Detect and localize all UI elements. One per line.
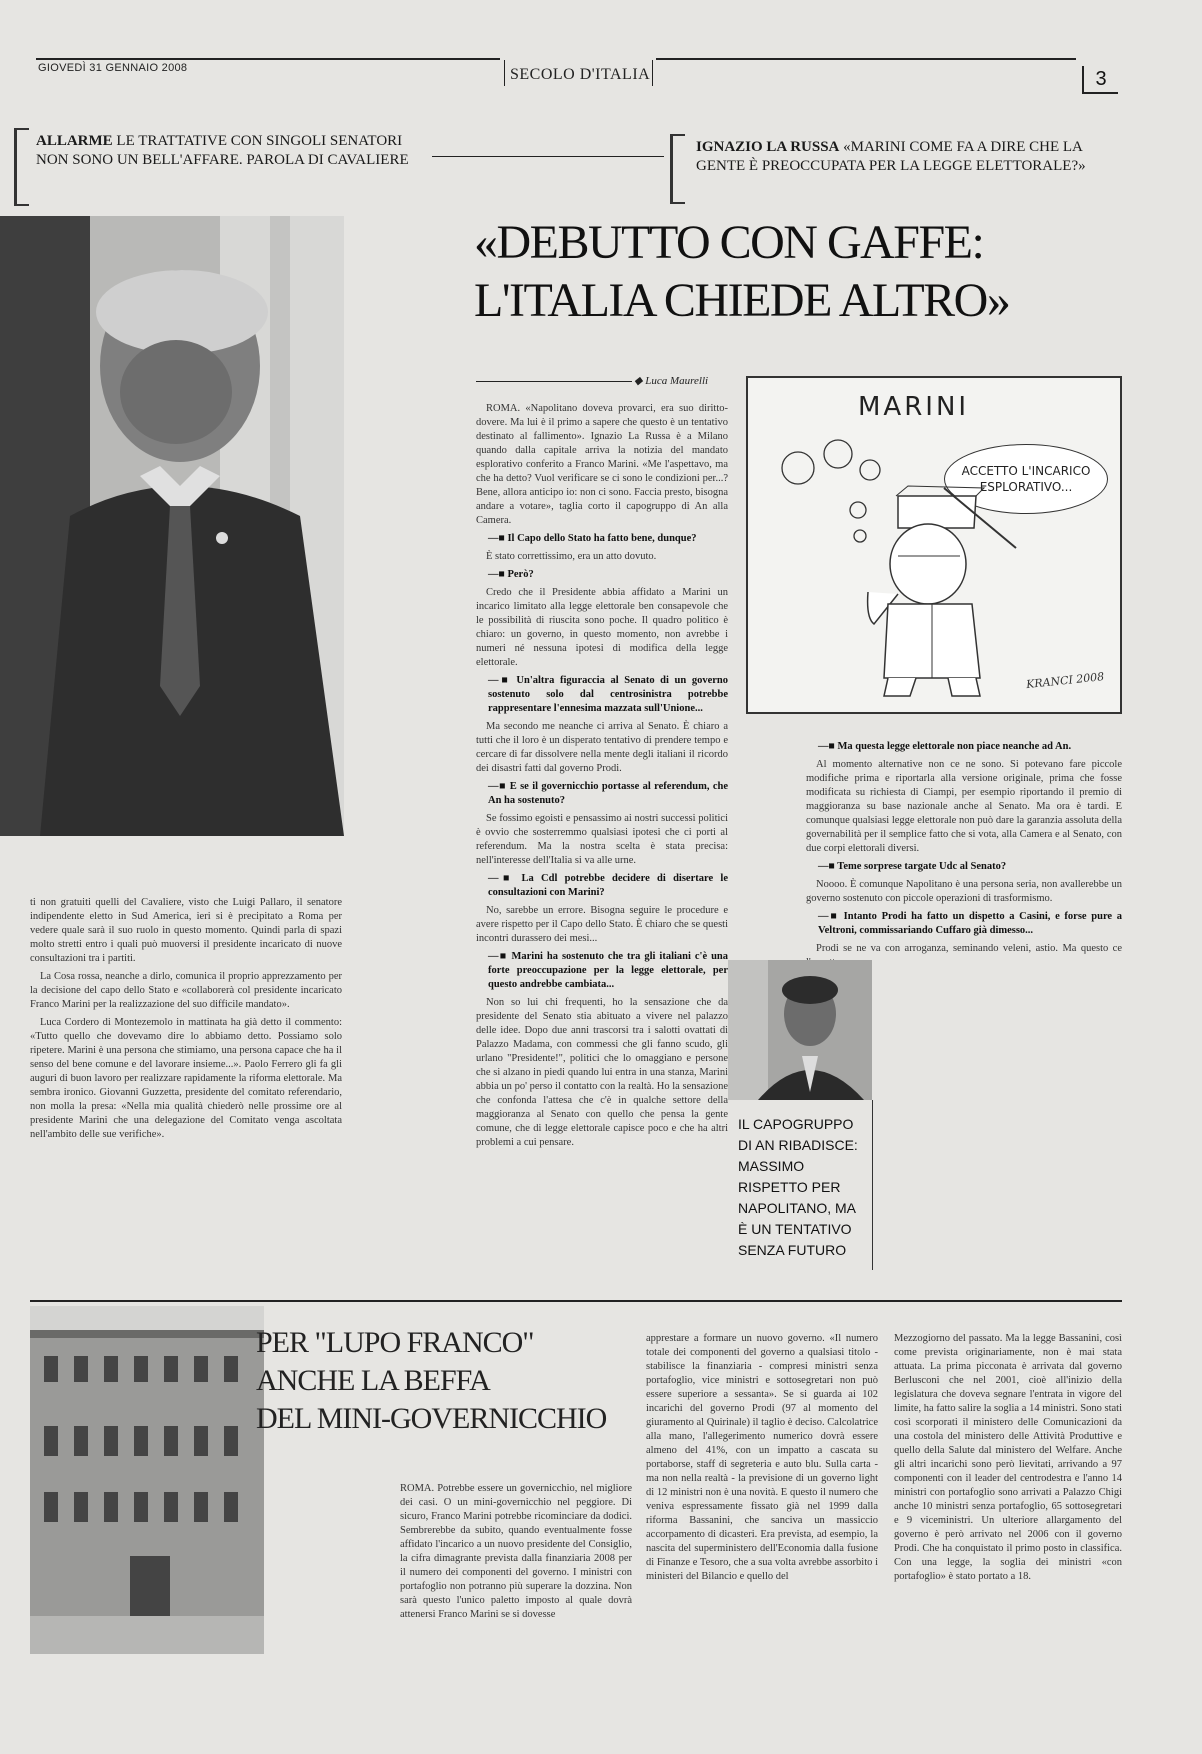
interview-question: —■ Intanto Prodi ha fatto un dispetto a Casini, e forse pure a Veltroni, commissariando Cuffaro già dimesso... [806,910,1122,938]
masthead: SECOLO D'ITALIA [510,66,651,83]
bottom-headline-line2: ANCHE LA BEFFA [256,1364,490,1397]
bottom-article-column-3 [894,1332,1122,1696]
section-divider [30,1300,1122,1302]
cartoon-drawing [748,378,1120,712]
byline: ◆ Luca Maurelli [634,375,709,387]
palazzo-illustration [30,1306,264,1654]
interview-answer: Se fossimo egoisti e pensassimo ai nostri successi politici è ovvio che sosterremmo qualsiasi ipotesi che ci porti al referendum. Ma la nostra scelta è stata precisa: nell'interesse dell'Italia si va alle urne. [476,813,728,866]
main-headline-line2: L'ITALIA CHIEDE ALTRO» [474,274,1010,327]
article-intro: ROMA. «Napolitano doveva provarci, era suo diritto-dovere. Ma lui è il primo a sapere che questo è un tentativo destinato al fallimento». Ignazio La Russa è a Milano quando dalla capitale arriva la notizia del mandato esplorativo conferito a Franco Marini. «Me l'aspettavo, ma che ha detto? Vuol verificare se ci sono le condizioni per...? Bene, allora anticipo io: non ci sono. Faccia presto, bisogna andare a votare», taglia corto il capogruppo di An alla Camera. [476,403,728,526]
interview-question: —■ E se il governicchio portasse al referendum, che An ha sostenuto? [476,780,728,808]
cartoon-speech-bubble: ACCETTO L'INCARICO ESPLORATIVO... [944,444,1108,514]
header-divider [504,60,505,86]
interview-answer: Prodi se ne va con arroganza, seminando veleni, astio. Ma questo ce [816,943,1122,954]
interview-question: —■ Ma questa legge elettorale non piace neanche ad An. [806,740,1122,754]
interview-question: —■ Il Capo dello Stato ha fatto bene, dunque? [476,532,728,546]
interview-answer: Noooo. È comunque Napolitano è una persona seria, non avallerebbe un governo sostenuto con piccole operazioni di trasformismo. [806,879,1122,904]
header-rule-left [36,58,500,60]
bottom-article-text: ROMA. Potrebbe essere un governicchio, nel migliore dei casi. O un mini-governicchio nel peggiore. Di sicuro, Franco Marini potrebbe ricominciare da dodici. Sembrerebbe da subito, quando eventualmente fosse affidato l'incarico a un nuovo presidente del Consiglio, la cifra dimagrante prevista dalla finanziaria 2008 per il numero dei componenti del governo. I ministri con portafoglio non potranno più superare la dozzina. Non sarà questo l'unico paletto imposto al quale dovrà attenersi Franco Marini se si dovesse [400,1483,632,1620]
inset-caption-box [728,1100,873,1270]
side-article-column [30,896,342,1264]
byline-rule [476,381,632,382]
interview-question: —■ Marini ha sostenuto che tra gli italiani c'è una forte preoccupazione per la legge elettorale, per questo andrebbe cambiata... [476,950,728,992]
bottom-article-text: Mezzogiorno del passato. Ma la legge Bassanini, così come prevista originariamente, non è mai stata attuata. La prima picconata è arrivata dal governo Berlusconi che nel 2001, cioè all'inizio della legislatura che doveva segnare l'entrata in vigore del limite, ha fatto salire la soglia a 14 ministri. Sono stati così scorporati il ministero delle Comunicazioni da una costola del ministero delle Attività Produttive e quello della Salute dal ministero del Welfare. Anche gli altri incarichi sono però lievitati, arrivando a 97 componenti con il leader del centrodestra e l'anno 14 ministri con portafoglio sono arrivati a Palazzo Chigi anche 10 ministri senza portafoglio, 65 sottosegretari e 9 viceministri. Un ulteriore allargamento del governo è però arrivato nel 2006 con il governo Prodi. Che ha conquistato il primo posto in classifica. Con una legge, la soglia dei ministri «con portafoglio» è stato portato a 18. [894,1333,1122,1582]
kicker-left [36,132,436,170]
bottom-headline-line3: DEL MINI-GOVERNICCHIO [256,1402,607,1435]
main-article-column-1 [476,402,728,1264]
inset-portrait [728,960,872,1100]
header-rule-right [656,58,1076,60]
interview-answer: Credo che il Presidente abbia affidato a Marini un incarico limitato alla legge elettorale ben consapevole che le possibilità di riuscita sono poche. Il quadro politico è chiaro: un governo, in questo momento, non avrebbe i numeri né nessuna ipotesi di modifica della legge elettorale. [476,587,728,668]
interview-question: —■ Un'altra figuraccia al Senato di un governo sostenuto solo dal centrosinistra potrebbe rappresentare l'ennesima mazzata sull'Unione... [476,674,728,716]
header-divider [652,60,653,86]
cartoon-box [746,376,1122,714]
kicker-left-text: LE TRATTATIVE CON SINGOLI SENATORI NON SONO UN BELL'AFFARE. PAROLA DI CAVALIERE [36,133,409,168]
interview-question: —■ Teme sorprese targate Udc al Senato? [806,860,1122,874]
side-article-paragraph: ti non gratuiti quelli del Cavaliere, visto che Luigi Pallaro, il senatore indipendente eletto in Sud America, ieri si è precipitato a Roma per vedere quale sarà il suo ruolo in questo momento. Quindi parla di spazi molto stretti entro i quali può muoversi il presidente incaricato di nuove consultazioni tra i partiti. [30,897,342,964]
bottom-article-text: apprestare a formare un nuovo governo. «Il numero totale dei componenti del governo a qualsiasi titolo - stabilisce la finanziaria - compresi ministri senza portafoglio, vice ministri e sottosegretari non può essere superiore a sessanta». Se si guarda ai 102 incarichi del governo Prodi (97 al momento del giuramento al Quirinale) il taglio è deciso. Calcolatrice alla mano, l'allegerimento numerico dovrà essere almeno del 41%, con un impatto a cascata su portaborse, staff di segreteria e auto blu. Sulla carta - ma non nella realtà - la previsione di un governo light di 12 ministri non è una novità. E questo il numero che veniva espressamente fissato già nel 1999 dalla riforma Bassanini, che sanciva un massiccio accorpamento di dicasteri. Era prevista, ad esempio, la nascita del superministero dell'Economia dalla fusione di Finanze e Tesoro, che a sua volta avrebbe assorbito i ministeri del Bilancio e quello del [646,1333,878,1582]
page-number: 3 [1082,66,1118,94]
inset-caption: IL CAPOGRUPPO DI AN RIBADISCE: MASSIMO RISPETTO PER NAPOLITANO, MA È UN TENTATIVO SENZA FUTURO [738,1116,858,1258]
inset-photo [728,960,872,1100]
kicker-bracket-left [14,128,29,206]
cartoon-title: MARINI [858,392,970,422]
bottom-article-column-1 [400,1482,632,1696]
main-headline-line1: «DEBUTTO CON GAFFE: [474,216,984,269]
byline-author: Luca Maurelli [645,375,709,387]
kicker-rule [432,156,664,157]
bottom-headline-line1: PER "LUPO FRANCO" [256,1326,534,1359]
portrait-photo [0,216,344,836]
bottom-article-column-2 [646,1332,878,1696]
building-photo [30,1306,264,1654]
issue-date: GIOVEDÌ 31 GENNAIO 2008 [38,62,188,74]
kicker-right [696,138,1106,176]
cartoon-signature: KRANCI 2008 [1025,670,1105,692]
bottom-headline [256,1324,626,1438]
kicker-right-text: «MARINI COME FA A DIRE CHE LA GENTE È PREOCCUPATA PER LA LEGGE ELETTORALE?» [696,139,1086,174]
interview-answer: Non so lui chi frequenti, ho la sensazione che da presidente del Senato stia abituato a vivere nel palazzo delle idee. Dopo due anni trascorsi tra i salotti ovattati di Palazzo Madama, con commessi che gli fanno scudo, gli urlano "Presidente!", politici che lo omaggiano e persone che si alzano in piedi quando lui entra in una stanza, Marini abbia un po' perso il contatto con la realtà. Ho la sensazione che confonda l'attesa che c'è in qualche settore della maggioranza al Senato con quello che pensa la gente comune, che di legge elettorale capisce poco e che ha altri problemi a cui pensare. [476,997,728,1148]
portrait-illustration [0,216,344,836]
side-article-paragraph: La Cosa rossa, neanche a dirlo, comunica il proprio apprezzamento per la decisione del capo dello Stato e «collaborerà col presidente incaricato Franco Marini per la realizzazione del suo difficile mandato». [30,971,342,1010]
kicker-left-lead: ALLARME [36,133,113,149]
interview-answer: È stato correttissimo, era un atto dovuto. [486,551,657,562]
interview-answer: Al momento alternative non ce ne sono. Si potevano fare piccole modifiche prima e riportarla alla versione originale, prima che fosse modificata su richiesta di Ciampi, per esempio riportando il premio di maggioranza su base nazionale anche al Senato. Ma ora è tardi. E comunque qualsiasi legge elettorale non può dare la garanzia assoluta della governabilità per il semplice fatto che si vota, alla Camera e al Senato, con due corpi elettorali diversi. [806,759,1122,854]
interview-question: —■ La Cdl potrebbe decidere di disertare le consultazioni con Marini? [476,872,728,900]
side-article-paragraph: Luca Cordero di Montezemolo in mattinata ha già detto il commento: «Tutto quello che dovevamo dire lo abbiamo detto. Possiamo solo ripetere. Marini è una persona che stimiamo, una persona capace che ha il senso del bene comune e del lavorare insieme...». Paolo Ferrero gli fa gli auguri di buon lavoro per realizzare rapidamente la riforma elettorale. Ma sembra ironico. Giovanni Guzzetta, presidente del comitato referendario, non molla la presa: «Nella mia qualità chiederò nelle prossime ore al presidente Marini che una delegazione del Comitato venga ascoltata nell'ambito delle sue verifiche». [30,1017,342,1140]
kicker-right-lead: IGNAZIO LA RUSSA [696,139,840,155]
kicker-bracket-right [670,134,685,204]
interview-answer: No, sarebbe un errore. Bisogna seguire le procedure e avere rispetto per il Capo dello Stato. È chiaro che se questi incontri durassero dei mesi... [476,905,728,944]
interview-question: —■ Però? [476,568,728,582]
interview-answer: Ma secondo me neanche ci arriva al Senato. È chiaro a tutti che il loro è un disperato tentativo di prendere tempo e cercare di far dissolvere nella mente degli italiani il ricordo dei disastri fatti dal governo Prodi. [476,721,728,774]
main-headline [474,214,1114,330]
